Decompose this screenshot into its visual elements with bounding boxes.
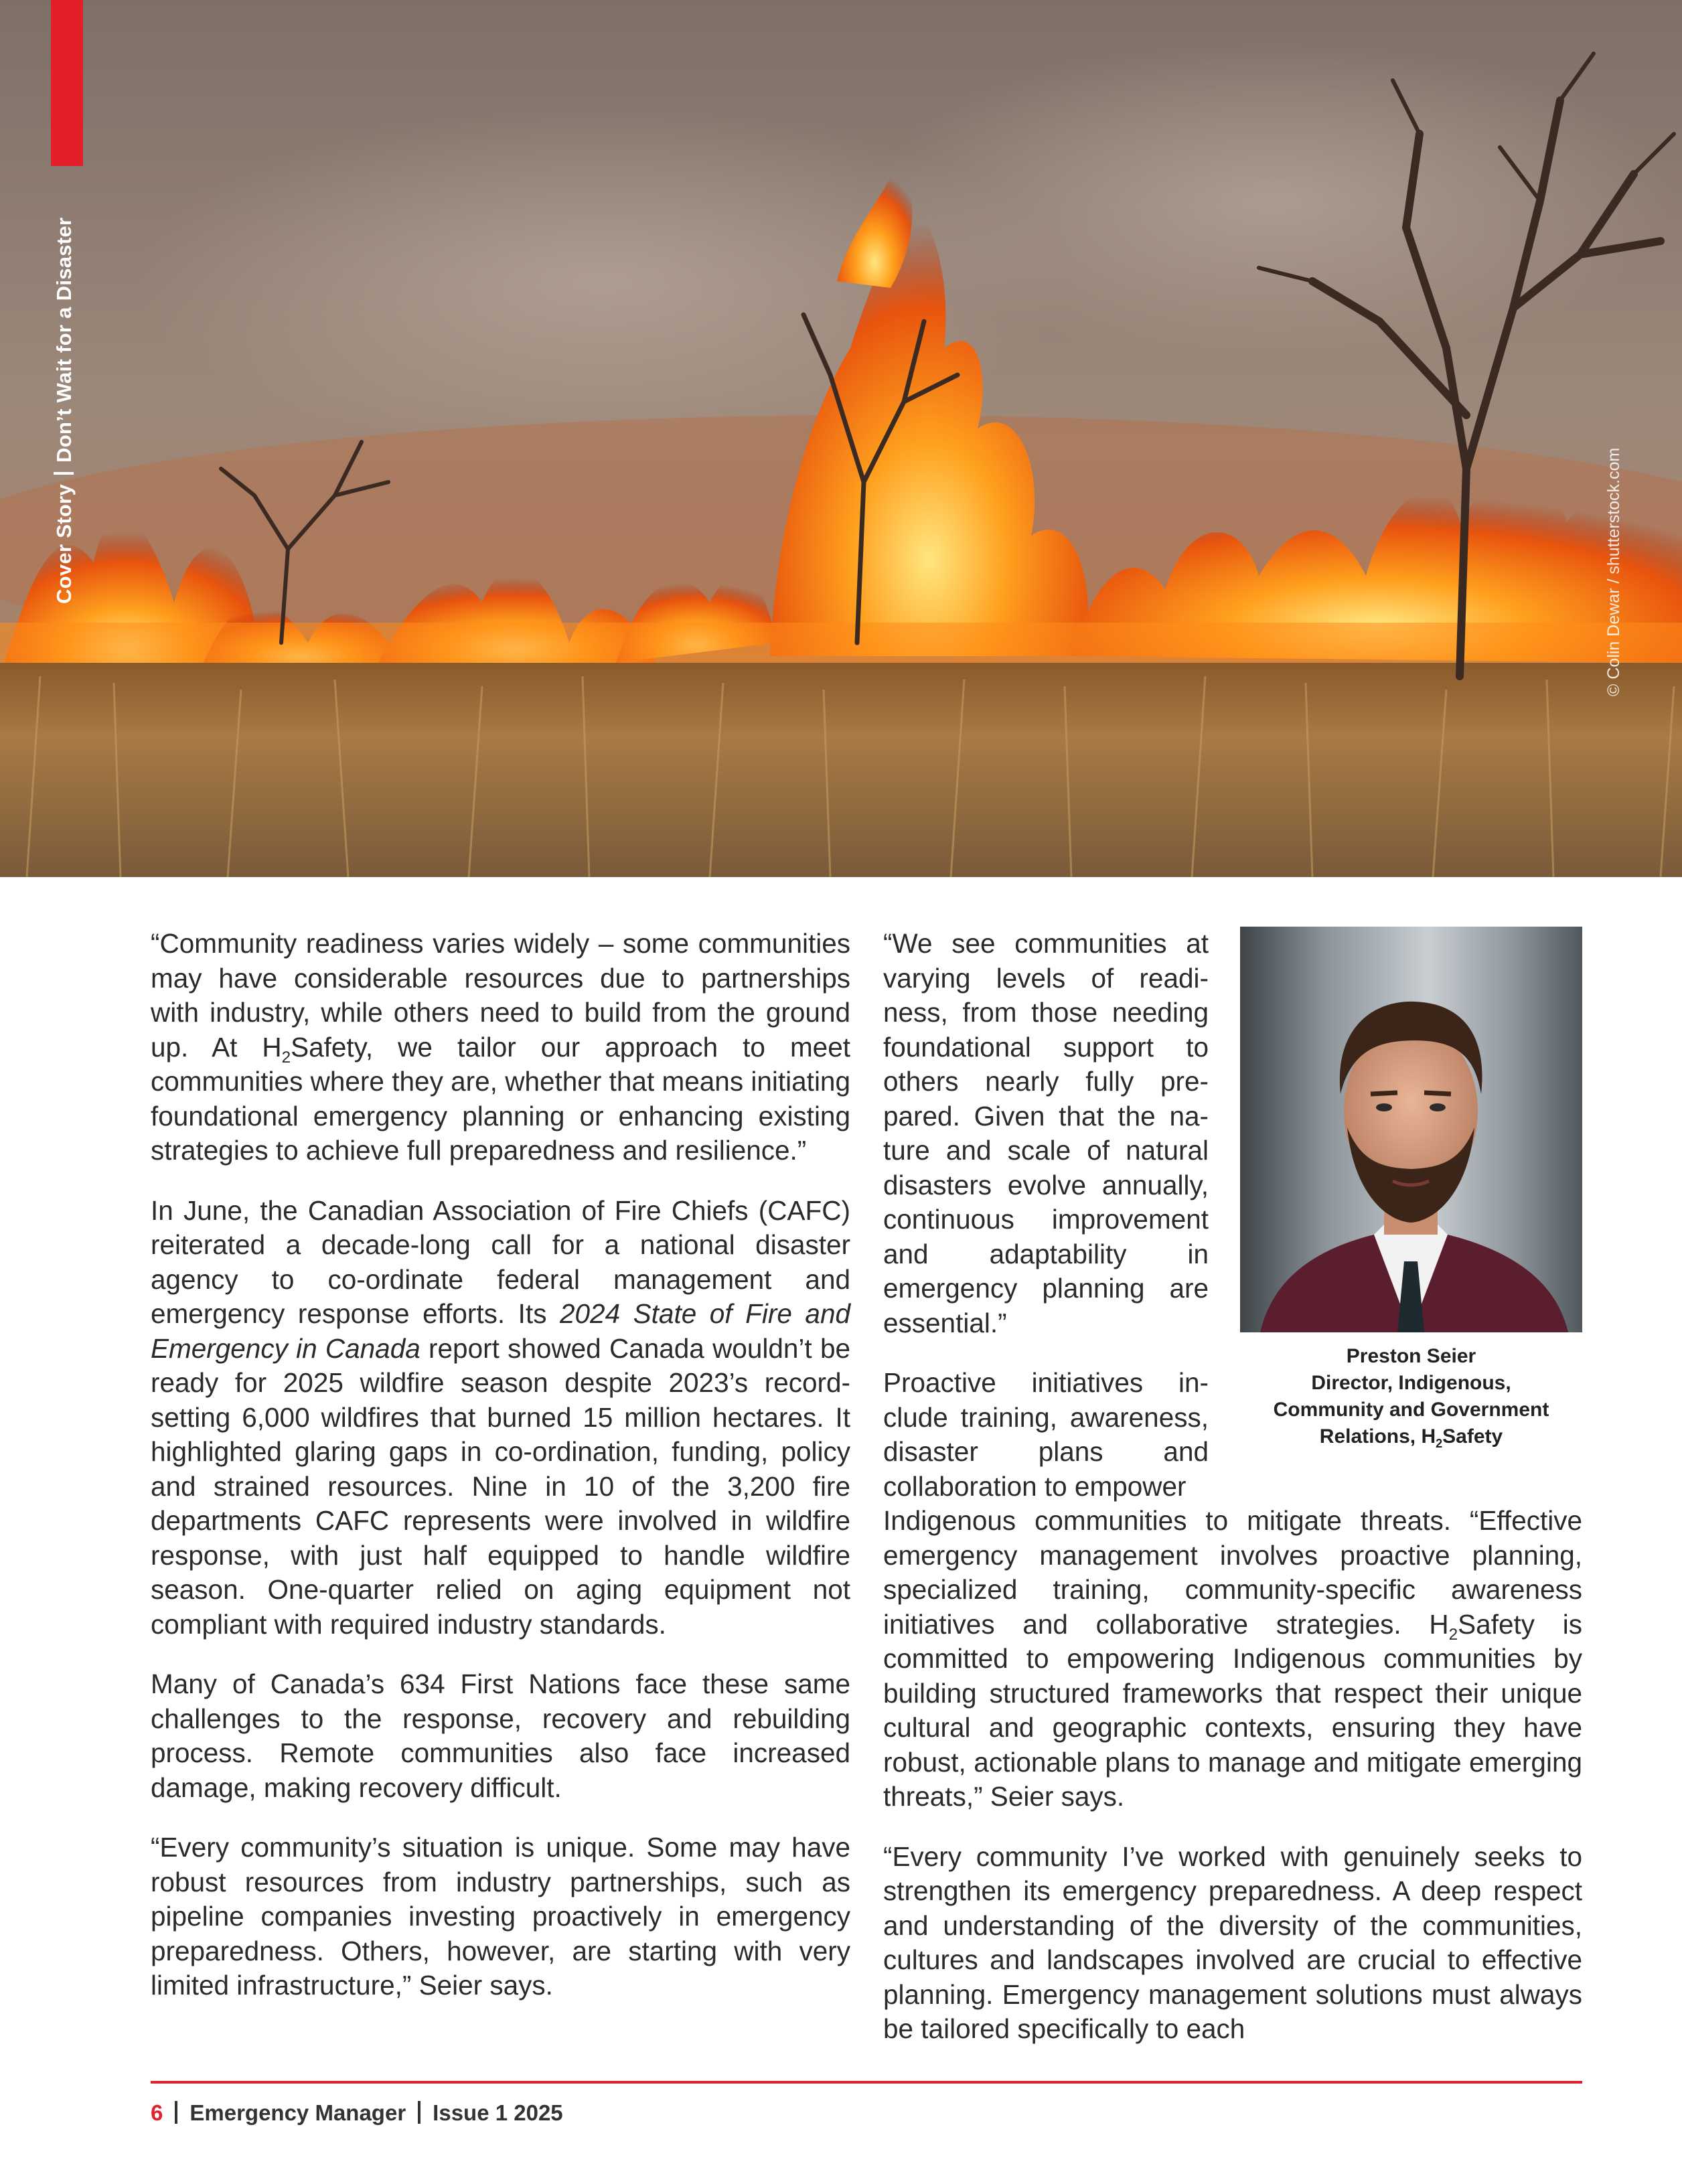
footer-separator <box>418 2101 420 2124</box>
paragraph: “Community readiness varies widely – some communities may have considerable resources due to partnerships with industry, while others need to build from the ground up. At $H_2Safety$, we tailor our approach to meet communities where they are, whether that means initiating foundational emergency planning or enhancing existing strategies to achieve full preparedness and resilience.” <box>151 928 850 1166</box>
paragraph: In June, the Canadian Association of Fire Chiefs (CAFC) reiterated a decade-long call for a national disaster agency to co-ordinate federal management and emergency response efforts. Its 2024 State of Fire and Emergency in Canada report showed Canada wouldn’t be ready for 2025 wildfire season despite 2023’s record-setting 6,000 wildfires that burned 15 million hectares. It highlighted glaring gaps in co-ordination, funding, policy and strained resources. Nine in 10 of the 3,200 fire departments CAFC represents were involved in wildfire response, with just half equipped to handle wildfire season. One-quarter relied on aging equipment not compliant with required industry standards. <box>151 1194 850 1640</box>
caption-name: Preston Seier <box>1346 1345 1476 1367</box>
paragraph: “Every community I’ve worked with genuinely seeks to strengthen its emergency preparedness. A deep respect and understanding of the diversity of the communities, cultures and landscapes involved are crucial to effective planning. Emergency management solutions must always be tailored specifically to each <box>883 1841 1582 2044</box>
caption-title-line: Director, Indigenous, <box>1311 1372 1511 1394</box>
footer-rule <box>151 2081 1582 2084</box>
report-title: 2024 State of Fire and Emergency in Canada <box>151 1298 850 1364</box>
caption-title-line: Relations, $H_2Safety$ <box>1319 1425 1503 1450</box>
footer-separator <box>175 2101 177 2124</box>
photo-credit-text: © Colin Dewar / shutterstock.com <box>1604 447 1623 696</box>
photo-caption <box>1240 1343 1582 1450</box>
label-separator <box>54 472 74 475</box>
caption-title-line: Community and Government <box>1273 1399 1549 1421</box>
issue-label: Issue 1 2025 <box>433 2100 563 2125</box>
article-column-left <box>151 927 850 2029</box>
portrait-illustration <box>1240 927 1582 1332</box>
publication-name: Emergency Manager <box>189 2100 406 2125</box>
wrapped-text-block <box>883 927 1209 1504</box>
wildfire-illustration <box>0 0 1682 877</box>
page-number: 6 <box>151 2100 163 2125</box>
paragraph: “Every community’s situation is unique. Some may have robust resources from industry partnerships, such as pipeline companies investing proactively in emergency preparedness. Others, however, are starting with very limited infrastructure,” Seier says. <box>151 1832 850 2001</box>
paragraph: Many of Canada’s 634 First Nations face these same challenges to the response, recovery and rebuilding process. Remote communities also face increased damage, making recovery difficult. <box>151 1668 850 1803</box>
portrait-photo <box>1240 927 1582 1332</box>
paragraph-continued: Indigenous communities to mitigate threats. “Effective emergency management involves proactive planning, specialized training, community-specific awareness initiatives and collaborative strategies. $H_2Safety$ is committed to empowering Indigenous communities by building structured frameworks that respect their unique cultural and geographic contexts, ensuring they have robust, actionable plans to manage and mitigate emerging threats,” Seier says. <box>883 1505 1582 1812</box>
section-accent-tab <box>51 0 83 166</box>
section-title: Don’t Wait for a Disaster <box>52 217 76 463</box>
paragraph: “We see communities at varying levels of readiness, from those needing foundational support to others nearly fully prepared. Given that the nature and scale of natural disasters evolve annually, continuous improvement and adaptability in emergency planning are essential.” <box>883 928 1209 1338</box>
page-footer <box>151 2100 563 2126</box>
paragraph-start: Proactive initiatives include training, awareness, disaster plans and collaboration to empower <box>883 1367 1209 1502</box>
section-category: Cover Story <box>52 483 76 604</box>
hero-wildfire-image <box>0 0 1682 877</box>
